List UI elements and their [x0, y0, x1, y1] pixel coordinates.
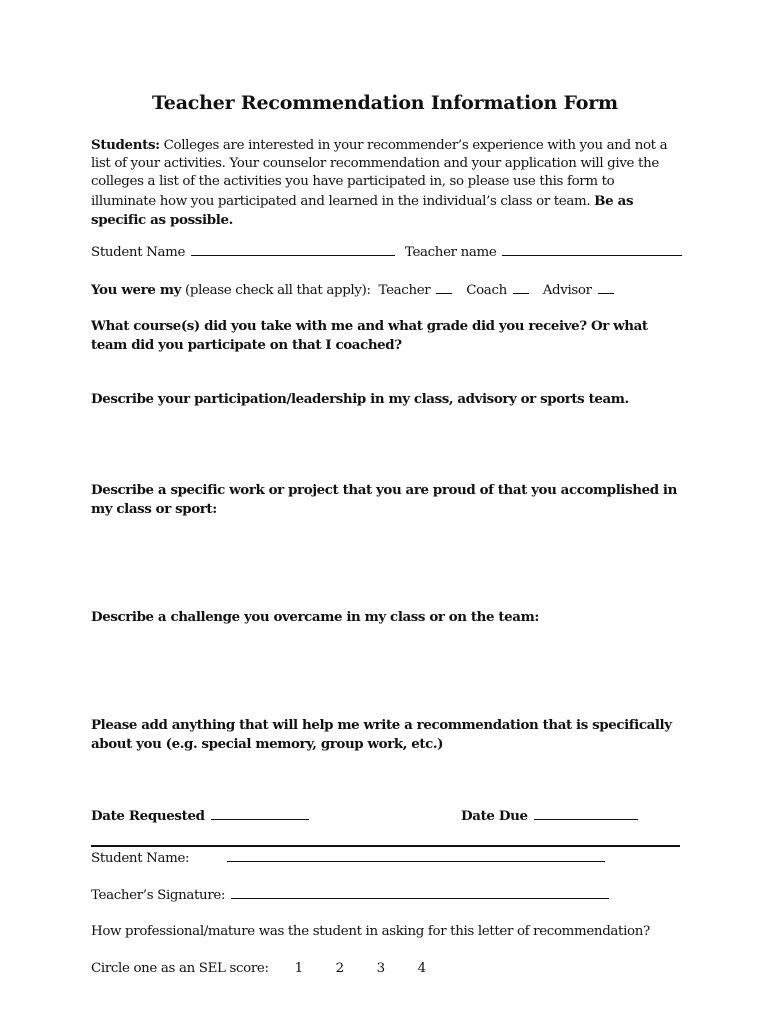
sel-score-label: Circle one as an SEL score:	[91, 961, 269, 976]
teacher-student-name-row	[91, 851, 607, 866]
teacher-section-student-name-label: Student Name:	[91, 851, 190, 866]
date-requested-label: Date Requested	[91, 808, 205, 824]
role-option-teacher: Teacher	[378, 283, 431, 298]
sel-score-option-4[interactable]: 4	[417, 961, 426, 976]
role-instruction: (please check all that apply):	[181, 283, 371, 298]
role-checkbox-coach[interactable]	[513, 292, 529, 294]
student-name-field[interactable]	[191, 254, 395, 256]
sel-score-option-3[interactable]: 3	[376, 961, 385, 976]
teacher-signature-row	[91, 888, 611, 903]
intro-text: Colleges are interested in your recommender’s experience with you and not a list of your activities. Your counselor recommendation and your application will give the colleges a list of the activities you have participated in, so please use this form to illuminate how you participated and learned in the individual’s class or team.	[91, 138, 668, 209]
date-due-label: Date Due	[461, 808, 528, 824]
role-row	[91, 282, 616, 298]
form-title: Teacher Recommendation Information Form	[152, 92, 618, 114]
intro-emphasis: Be as specific as possible.	[91, 192, 634, 228]
section-divider	[91, 845, 680, 847]
date-due-row	[461, 808, 640, 824]
teacher-name-field[interactable]	[502, 254, 682, 256]
sel-score-row	[91, 961, 459, 976]
intro-label: Students:	[91, 137, 160, 153]
sel-score-option-1[interactable]: 1	[294, 961, 303, 976]
sel-score-option-2[interactable]: 2	[335, 961, 344, 976]
names-row	[91, 245, 684, 260]
professionalism-question: How professional/mature was the student in asking for this letter of recommendation?	[91, 924, 650, 939]
teacher-signature-label: Teacher’s Signature:	[91, 888, 226, 903]
role-label: You were my	[91, 282, 182, 298]
teacher-section-student-name-field[interactable]	[227, 860, 605, 862]
teacher-signature-field[interactable]	[231, 897, 609, 899]
date-requested-field[interactable]	[211, 818, 309, 820]
role-checkbox-advisor[interactable]	[598, 292, 614, 294]
question-challenge: Describe a challenge you overcame in my class or on the team:	[91, 609, 539, 625]
role-option-coach: Coach	[466, 283, 507, 298]
date-due-field[interactable]	[534, 818, 638, 820]
question-course-grade: What course(s) did you take with me and what grade did you receive? Or what team did you participate on that I coached?	[91, 318, 648, 353]
question-anything-else: Please add anything that will help me write a recommendation that is specifically about you (e.g. special memory, group work, etc.)	[91, 717, 672, 752]
role-option-advisor: Advisor	[542, 283, 592, 298]
intro-paragraph	[91, 136, 681, 230]
student-name-label: Student Name	[91, 245, 186, 260]
question-participation: Describe your participation/leadership in my class, advisory or sports team.	[91, 391, 629, 407]
date-requested-row	[91, 808, 311, 824]
teacher-name-label: Teacher name	[404, 245, 497, 260]
question-project: Describe a specific work or project that you are proud of that you accomplished in my class or sport:	[91, 482, 677, 517]
role-checkbox-teacher[interactable]	[436, 292, 452, 294]
